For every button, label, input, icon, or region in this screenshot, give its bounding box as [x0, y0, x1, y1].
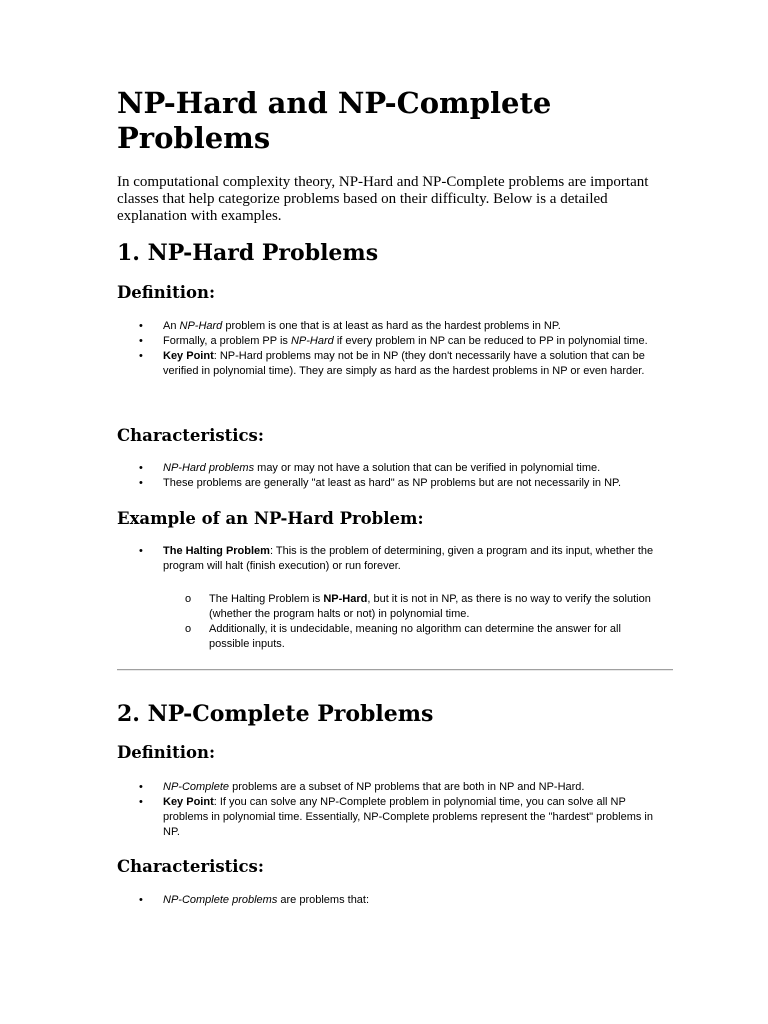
example-heading-np-hard: Example of an NP-Hard Problem:: [117, 509, 424, 528]
intro-paragraph: In computational complexity theory, NP-Hard and NP-Complete problems are important classes that help categorize problems based on their difficulty. Below is a detailed explanation with examples.: [117, 174, 649, 224]
item-text: The Halting Problem is: [209, 593, 324, 605]
list-item: [117, 476, 663, 491]
emphasis-text: NP-Hard problems: [163, 462, 255, 474]
definition-heading-np-complete: Definition:: [117, 743, 216, 762]
definition-list-np-hard: [117, 319, 663, 379]
definition-heading-np-hard: Definition:: [117, 283, 216, 302]
list-item: [117, 592, 657, 622]
list-item: [117, 334, 663, 349]
item-text: Additionally, it is undecidable, meaning no algorithm can determine the answer for all possible inputs.: [209, 623, 621, 650]
list-item: [117, 780, 663, 795]
item-text: These problems are generally "at least as hard" as NP problems but are not necessarily in NP.: [163, 477, 622, 489]
characteristics-heading-np-complete: Characteristics:: [117, 857, 264, 876]
item-text: , but it is not in NP, as there is no way to verify the solution (whether the program halts or not) in polynomial time.: [209, 593, 651, 620]
item-text: are problems that:: [277, 894, 370, 906]
bold-text: Key Point: [163, 350, 214, 362]
item-text: problem is one that is at least as hard as the hardest problems in NP.: [222, 320, 561, 332]
section-heading-np-complete: 2. NP-Complete Problems: [117, 701, 434, 727]
item-text: may or may not have a solution that can be verified in polynomial time.: [254, 462, 601, 474]
characteristics-heading-np-hard: Characteristics:: [117, 426, 264, 445]
item-text: : This is the problem of determining, given a program and its input, whether the program will halt (finish execution) or run forever.: [163, 545, 654, 572]
page-title: NP-Hard and NP-Complete Problems: [117, 86, 552, 155]
emphasis-text: NP-Complete problems: [163, 894, 278, 906]
section-heading-np-hard: 1. NP-Hard Problems: [117, 240, 379, 266]
characteristics-list-np-hard: [117, 461, 663, 491]
bold-text: Key Point: [163, 796, 214, 808]
list-item: [117, 349, 663, 379]
characteristics-list-np-complete: [117, 893, 663, 908]
list-item: [117, 319, 663, 334]
example-sublist-np-hard: [117, 592, 657, 652]
item-text: : If you can solve any NP-Complete problem in polynomial time, you can solve all NP problems in polynomial time. Essentially, NP-Complete problems represent the "hardest" problems in NP.: [163, 796, 653, 838]
section-divider: [117, 669, 673, 671]
emphasis-text: NP-Complete: [163, 781, 230, 793]
list-item: [117, 461, 663, 476]
emphasis-text: NP-Hard: [290, 335, 334, 347]
list-item: [117, 622, 657, 652]
item-text: : NP-Hard problems may not be in NP (they don't necessarily have a solution that can be verified in polynomial time). They are simply as hard as the hardest problems in NP or even harder.: [163, 350, 645, 377]
item-text: Formally, a problem PP is: [163, 335, 291, 347]
list-item: [117, 544, 663, 574]
example-list-np-hard: [117, 544, 663, 574]
definition-list-np-complete: [117, 780, 663, 840]
emphasis-text: NP-Hard: [179, 320, 223, 332]
item-text: An: [163, 320, 180, 332]
list-item: [117, 893, 663, 908]
list-item: [117, 795, 663, 840]
item-text: problems are a subset of NP problems that are both in NP and NP-Hard.: [229, 781, 585, 793]
bold-text: NP-Hard: [323, 593, 368, 605]
item-text: if every problem in NP can be reduced to PP in polynomial time.: [333, 335, 648, 347]
bold-text: The Halting Problem: [163, 545, 270, 557]
